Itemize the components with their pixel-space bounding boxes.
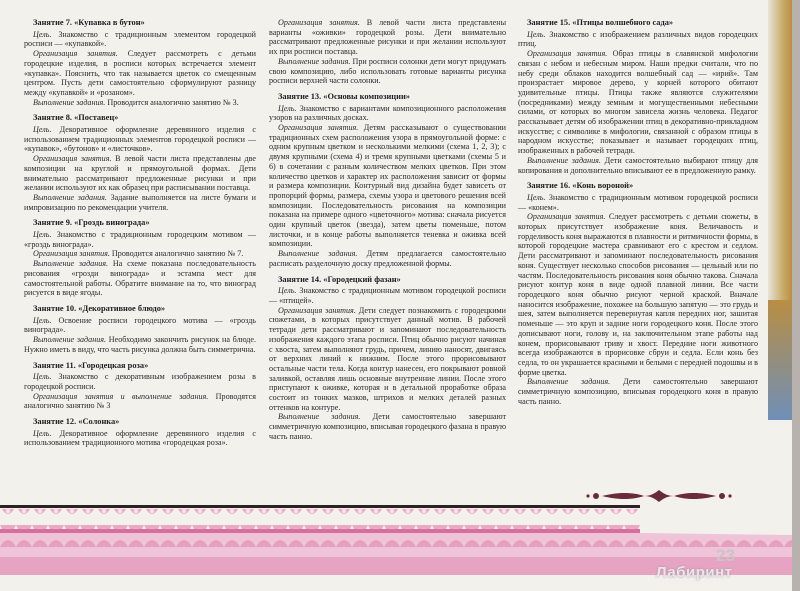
lesson-paragraph — [269, 412, 506, 441]
paragraph-lead: Цель. — [527, 192, 546, 202]
paragraph-lead: Выполнение задания. — [278, 56, 351, 66]
paragraph-lead: Выполнение задания. — [33, 259, 109, 269]
paragraph-text: В левой части листа представлены варианты «оживки» городецкой розы. Дети внимательно рассматривают предложенные рисунки и при желании используют их при росписи поставца. — [269, 18, 507, 57]
flourish-ornament — [584, 485, 734, 507]
paragraph-text: Знакомство с изображением различных видов городецких птиц. — [518, 29, 758, 49]
paragraph-text: Проводится аналогично занятию № 3. — [105, 97, 239, 107]
paragraph-lead: Цель. — [527, 29, 546, 39]
lesson-heading: Занятие 13. «Основы композиции» — [278, 91, 410, 101]
lesson-heading: Занятие 14. «Городецкий фазан» — [278, 274, 401, 284]
paragraph-lead: Выполнение задания. — [527, 155, 601, 165]
lesson-heading: Занятие 11. «Городецкая роза» — [33, 360, 149, 370]
paragraph-lead: Организация занятия. — [278, 18, 360, 27]
paragraph-lead: Цель. — [33, 29, 52, 39]
paragraph-lead: Организация занятия. — [33, 154, 112, 164]
paragraph-text: Следует рассмотреть с детьми городецкие изделия, в росписи которых встречается элемент «купавка». Пояснить, что так называется цветок со смещенным центром. Пусть дети самостоятельно сформулируют разницу между «купавкой» и «розаном». — [24, 49, 257, 97]
lesson-paragraph — [24, 230, 256, 249]
watermark: Лабиринт — [656, 564, 733, 581]
paragraph-text: Дети следует познакомить с городецкими сюжетами, в которых присутствует данный мотив. В рабочей тетради дети рассматривают и запоминают последовательность изображения каждого этапа росписи. Птиц обычно рисуют начиная с хвоста, затем выполняют грудь, причем, линию наносят, двигаясь от верхних линий к нижним. После этого прорисовывают остальные части тела. Когда контур нанесен, его покрывают ровной заливкой, оставляя лишь основные внутренние линии. После этого приступают к оживке, которая и в детальной проработке образа состоит из тонких мазков, штрихов и мелких деталей разных оттенков на контуре. — [269, 305, 506, 412]
text-column-right — [518, 18, 758, 406]
lesson-paragraph — [24, 98, 256, 108]
paragraph-text: Проводится аналогично занятию № 7. — [109, 249, 244, 259]
lesson-heading: Занятие 7. «Купавка в бутон» — [33, 18, 145, 27]
lesson-paragraph — [24, 249, 256, 259]
page-number: 23 — [716, 546, 735, 565]
text-column-left — [24, 18, 256, 448]
lesson-paragraph — [24, 259, 256, 298]
paragraph-text: Образ птицы в славянской мифологии связан с небом и небесным миром. Наши предки считали, что по небу среди облаков находится волшебный сад — «ирий». Там произрастает мировое дерево, у корней которого обитают удивительные птицы. Птицы также являются служителями (посредниками) между земным и могущественными небесными силами, от которых во многом зависела жизнь человека. Педагог рассказывает детям об изображении птиц в декоративно-прикладном искусстве; с символике в мифологии, связанной с образом птицы в народном искусстве; показывает и называет городецких птиц, изображенных в рабочей тетради. — [518, 49, 759, 156]
paragraph-lead: Выполнение задания. — [33, 192, 107, 202]
lesson-paragraph — [269, 306, 506, 413]
lesson-paragraph — [269, 286, 506, 305]
paragraph-text: Знакомство с традиционным элементом городецкой росписи — «купавкой». — [24, 29, 256, 49]
lesson-paragraph — [518, 156, 758, 175]
lesson-paragraph — [24, 154, 256, 193]
paragraph-text: Дети самостоятельно завершают симметричную композицию, вписывая городецкого фазана в правую часть панно. — [269, 412, 507, 441]
paragraph-lead: Цель. — [33, 372, 52, 382]
paragraph-lead: Цель. — [33, 315, 52, 325]
lesson-heading: Занятие 8. «Поставец» — [33, 113, 119, 123]
paragraph-lead: Организация занятия. — [527, 49, 608, 59]
paragraph-text: На схеме показана последовательность рисования «грозди винограда» и эстампа мест для самостоятельной работы. Обратите внимание на то, что виноград рисуется в виде ягоды. — [24, 259, 257, 298]
text-column-middle — [269, 18, 506, 442]
lesson-heading: Занятие 10. «Декоративное блюдо» — [33, 303, 166, 313]
paragraph-lead: Выполнение задания. — [33, 335, 107, 345]
lesson-paragraph — [269, 104, 506, 123]
paragraph-lead: Цель. — [33, 428, 52, 438]
lesson-paragraph — [24, 335, 256, 354]
paragraph-text: Детям предлагается самостоятельно расписать разделочную доску предложенной формы. — [269, 249, 506, 268]
paragraph-lead: Цель. — [278, 103, 297, 113]
paragraph-lead: Организация занятия. — [33, 49, 118, 59]
paragraph-text: Проводятся аналогично занятию № 3 — [24, 391, 256, 411]
paragraph-text: Дети самостоятельно выбирают птицу для копирования и дополнительно вписывают ее в предложенную рамку. — [518, 155, 758, 175]
paragraph-lead: Выполнение задания. — [278, 249, 358, 259]
paragraph-text: Декоративное оформление деревянного изделия с использованием традиционных элементов городецкой росписи — «купавок», «бутонов» и «листочков». — [24, 125, 256, 154]
lesson-heading: Занятие 9. «Гроздь винограда» — [33, 218, 150, 228]
paragraph-text: В левой части листа представлены две композиции на круглой и прямоугольной формах. Дети внимательно рассматривают предложенные рисунки и при желании используют их как образец при расписывании поставца. — [24, 154, 256, 193]
lesson-heading: Занятие 16. «Конь вороной» — [527, 181, 634, 191]
lesson-heading: Занятие 15. «Птицы волшебного сада» — [527, 18, 674, 27]
paragraph-lead: Выполнение задания. — [278, 412, 361, 422]
lesson-paragraph — [269, 249, 506, 268]
lesson-paragraph — [518, 193, 758, 212]
paragraph-text: При росписи солонки дети могут придумать свою композицию, либо использовать готовые варианты рисунка росписи верхней части солонки. — [269, 56, 506, 86]
paragraph-text: Дети самостоятельно завершают симметричную композицию, вписывая городецкого коня в правую часть панно. — [518, 377, 759, 406]
lesson-paragraph — [24, 392, 256, 411]
lesson-paragraph — [24, 193, 256, 212]
lesson-paragraph — [518, 30, 758, 49]
lesson-paragraph — [24, 125, 256, 154]
lesson-paragraph — [24, 316, 256, 335]
paragraph-lead: Организация занятия. — [278, 305, 356, 315]
paragraph-lead: Организация занятия. — [278, 123, 359, 133]
paragraph-lead: Выполнение задания. — [527, 377, 611, 387]
lesson-paragraph — [24, 429, 256, 448]
lesson-heading: Занятие 12. «Солонка» — [33, 417, 120, 427]
paragraph-text: Необходимо закончить рисунок на блюде. Нужно иметь в виду, что часть рисунка должна быть симметрична. — [24, 335, 256, 354]
paragraph-lead: Цель. — [33, 230, 52, 240]
lesson-paragraph — [269, 57, 506, 86]
paragraph-text: Знакомство с декоративным изображением розы в городецкой росписи. — [24, 372, 256, 391]
paragraph-lead: Цель. — [33, 125, 52, 135]
lesson-paragraph — [518, 212, 758, 377]
paragraph-lead: Организация занятия и выполнение задания. — [33, 391, 209, 401]
lesson-paragraph — [518, 377, 758, 406]
paragraph-lead: Цель. — [278, 286, 297, 296]
paragraph-text: Декоративное оформление деревянного изделия с использованием традиционного мотива «городецкая роза». — [24, 428, 256, 448]
paragraph-text: Следует рассмотреть с детьми сюжеты, в которых присутствует изображение коня. Величавость и горделивость коня выражаются в плавности и ритмичности формы, в которой городецкие мастера сравнивают его с крестом и седлом. Дети рассматривают и запоминают последовательность рисования коня. Существует несколько способов рисования — цельный или по частям. Последовательность рисования коня обычно такова. Сначала рисуют контур коня в виде одной плавной линии. Все части городецкого коня обычно рисуют черной краской. Вначале наносится изображение, похожее на большую запятую — это грудь и шея, затем выполняется перевернутая капля передних ног, зашитая поменьше — это круп и задние ноги городецкого коня. После этого дописывают ноги, голову и, на заключительном этапе работы над конем, прорисовывают гриву и хвост. Передние ноги животного всегда изображаются в прорисовке сбруи и седла. Если конь без седла, то он украшается красными и белыми с передней подошвы и в форме цветка. — [518, 212, 758, 377]
lesson-paragraph — [269, 123, 506, 249]
paragraph-text: Знакомство с традиционным городецким мотивом — «гроздь винограда». — [24, 230, 256, 249]
paragraph-text: Знакомство с традиционным мотивом городецкой росписи — «птицей». — [269, 286, 506, 305]
lesson-paragraph — [24, 49, 256, 98]
paragraph-lead: Организация занятия. — [33, 249, 110, 259]
next-page-edge-lower — [768, 300, 792, 420]
lesson-paragraph — [24, 372, 256, 391]
paragraph-lead: Организация занятия. — [527, 212, 606, 222]
paragraph-text: Задание выполняется на листе бумаги и импровизацию по рекомендации учителя. — [24, 192, 256, 212]
paragraph-text: Освоение росписи городецкого мотива — «гроздь винограда». — [24, 315, 256, 335]
paragraph-text: Знакомство с вариантами композиционного расположения узоров на различных досках. — [269, 103, 506, 123]
lesson-paragraph — [24, 30, 256, 49]
lesson-paragraph — [269, 18, 506, 57]
paragraph-text: Детям рассказывают о существовании традиционных схем расположения узора в прямоугольной форме: с одним крупным цветком и несколькими мелкими (схема 1, 2, 3); с двумя крупными (схема 4) и тремя крупными цветками (схемы 5 и 6) в сочетании с разным количеством мелких цветков. При этом количество цветков и характер их расположения зависит от формы и размера композиции. Контурный вид дизайна будет зависеть от пропорций формы, размера, схемы узора и цветового решения всей композиции. Последовательность рисования на композиции показана на примере одного «цветочного» мотива: сначала рисуется один крупный цветок (звезда), затем цветы поменьше, потом листочки, и в конце работы выполняется теневка и оживка всей композиции. — [269, 123, 507, 249]
paragraph-lead: Выполнение задания. — [33, 97, 106, 107]
paragraph-text: Знакомство с традиционным мотивом городецкой росписи — «конем». — [518, 192, 758, 212]
lesson-paragraph — [518, 49, 758, 156]
